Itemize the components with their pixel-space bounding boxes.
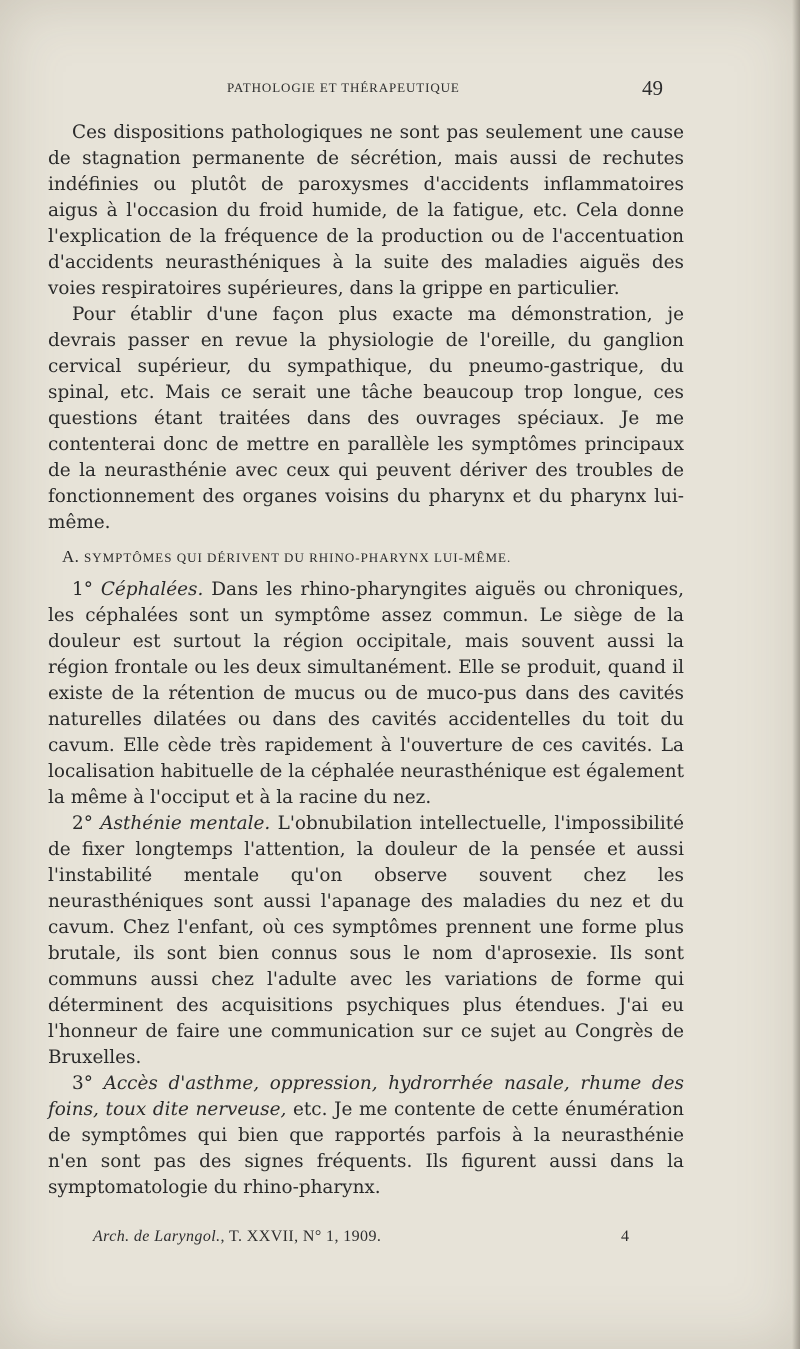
item-text: etc. Je me contente de cette énumération de symptômes qui bien que rapportés parfois à la neurasthénie n'en sont pas des signes fréquents. Ils figurent aussi dans la symptomatologie du rhino-pharynx. [48,1099,684,1198]
item-lead: Asthénie mentale. [100,813,271,834]
section-letter: A. [62,547,80,566]
list-item [48,811,684,1071]
item-number: 3° [72,1073,93,1094]
running-head: PATHOLOGIE ET THÉRAPEUTIQUE [227,80,460,95]
page-number: 49 [642,76,663,100]
list-item [48,577,684,811]
paragraph: Pour établir d'une façon plus exacte ma démonstration, je devrais passer en revue la physiologie de l'oreille, du ganglion cervical supérieur, du sympathique, du pneumo-gastrique, du spinal, etc. Mais ce serait une tâche beaucoup trop longue, ces questions étant traitées dans des ouvrages spéciaux. Je me contenterai donc de mettre en parallèle les symptômes principaux de la neurasthénie avec ceux qui peuvent dériver des troubles de fonctionnement des organes voisins du pharynx et du pharynx lui-même. [48,304,684,533]
item-lead: Accès d'asthme, oppression, hydrorrhée nasale, rhume des foins, toux dite nerveuse, [48,1073,684,1120]
item-text: L'obnubilation intellectuelle, l'impossibilité de fixer longtemps l'attention, la douleur de la pensée et aussi l'instabilité mentale qu'on observe souvent chez les neurasthéniques sont aussi l'apanage des maladies du nez et du cavum. Chez l'enfant, où ces symptômes prennent une forme plus brutale, ils sont bien connus sous le nom d'aprosexie. Ils sont communs aussi chez l'adulte avec les variations de forme qui déterminent des acquisitions psychiques plus étendues. J'ai eu l'honneur de faire une communication sur ce sujet au Congrès de Bruxelles. [48,813,684,1068]
page-footer [0,1228,800,1252]
journal-volume: , T. XXVII, N° 1, 1909. [220,1228,382,1245]
paragraph: Ces dispositions pathologiques ne sont pas seulement une cause de stagnation permanente de sécrétion, mais aussi de rechutes indéfinies ou plutôt de paroxysmes d'accidents inflammatoires aigus à l'occasion du froid humide, de la fatigue, etc. Cela donne l'explication de la fréquence de la production ou de l'accentuation d'accidents neurasthéniques à la suite des maladies aiguës des voies respiratoires supérieures, dans la grippe en particulier. [48,122,684,299]
body-text [48,120,684,1201]
journal-title: Arch. de Laryngol. [93,1228,221,1245]
signature-mark: 4 [621,1228,629,1245]
item-lead: Céphalées. [100,579,204,600]
page-header [0,76,800,102]
item-text: Dans les rhino-pharyngites aiguës ou chroniques, les céphalées sont un symptôme assez commun. Le siège de la douleur est surtout la région occipitale, mais souvent aussi la région frontale ou les deux simultanément. Elle se produit, quand il existe de la rétention de mucus ou de muco-pus dans des cavités naturelles dilatées ou dans des cavités accidentelles du toit du cavum. Elle cède très rapidement à l'ouverture de ces cavités. La localisation habituelle de la céphalée neurasthénique est également la même à l'occiput et à la racine du nez. [48,579,684,808]
journal-reference [93,1228,381,1246]
section-title: SYMPTÔMES QUI DÉRIVENT DU RHINO-PHARYNX LUI-MÊME. [83,550,512,565]
item-number: 1° [72,579,93,600]
item-number: 2° [72,813,93,834]
section-heading [48,544,684,571]
list-item [48,1071,684,1201]
